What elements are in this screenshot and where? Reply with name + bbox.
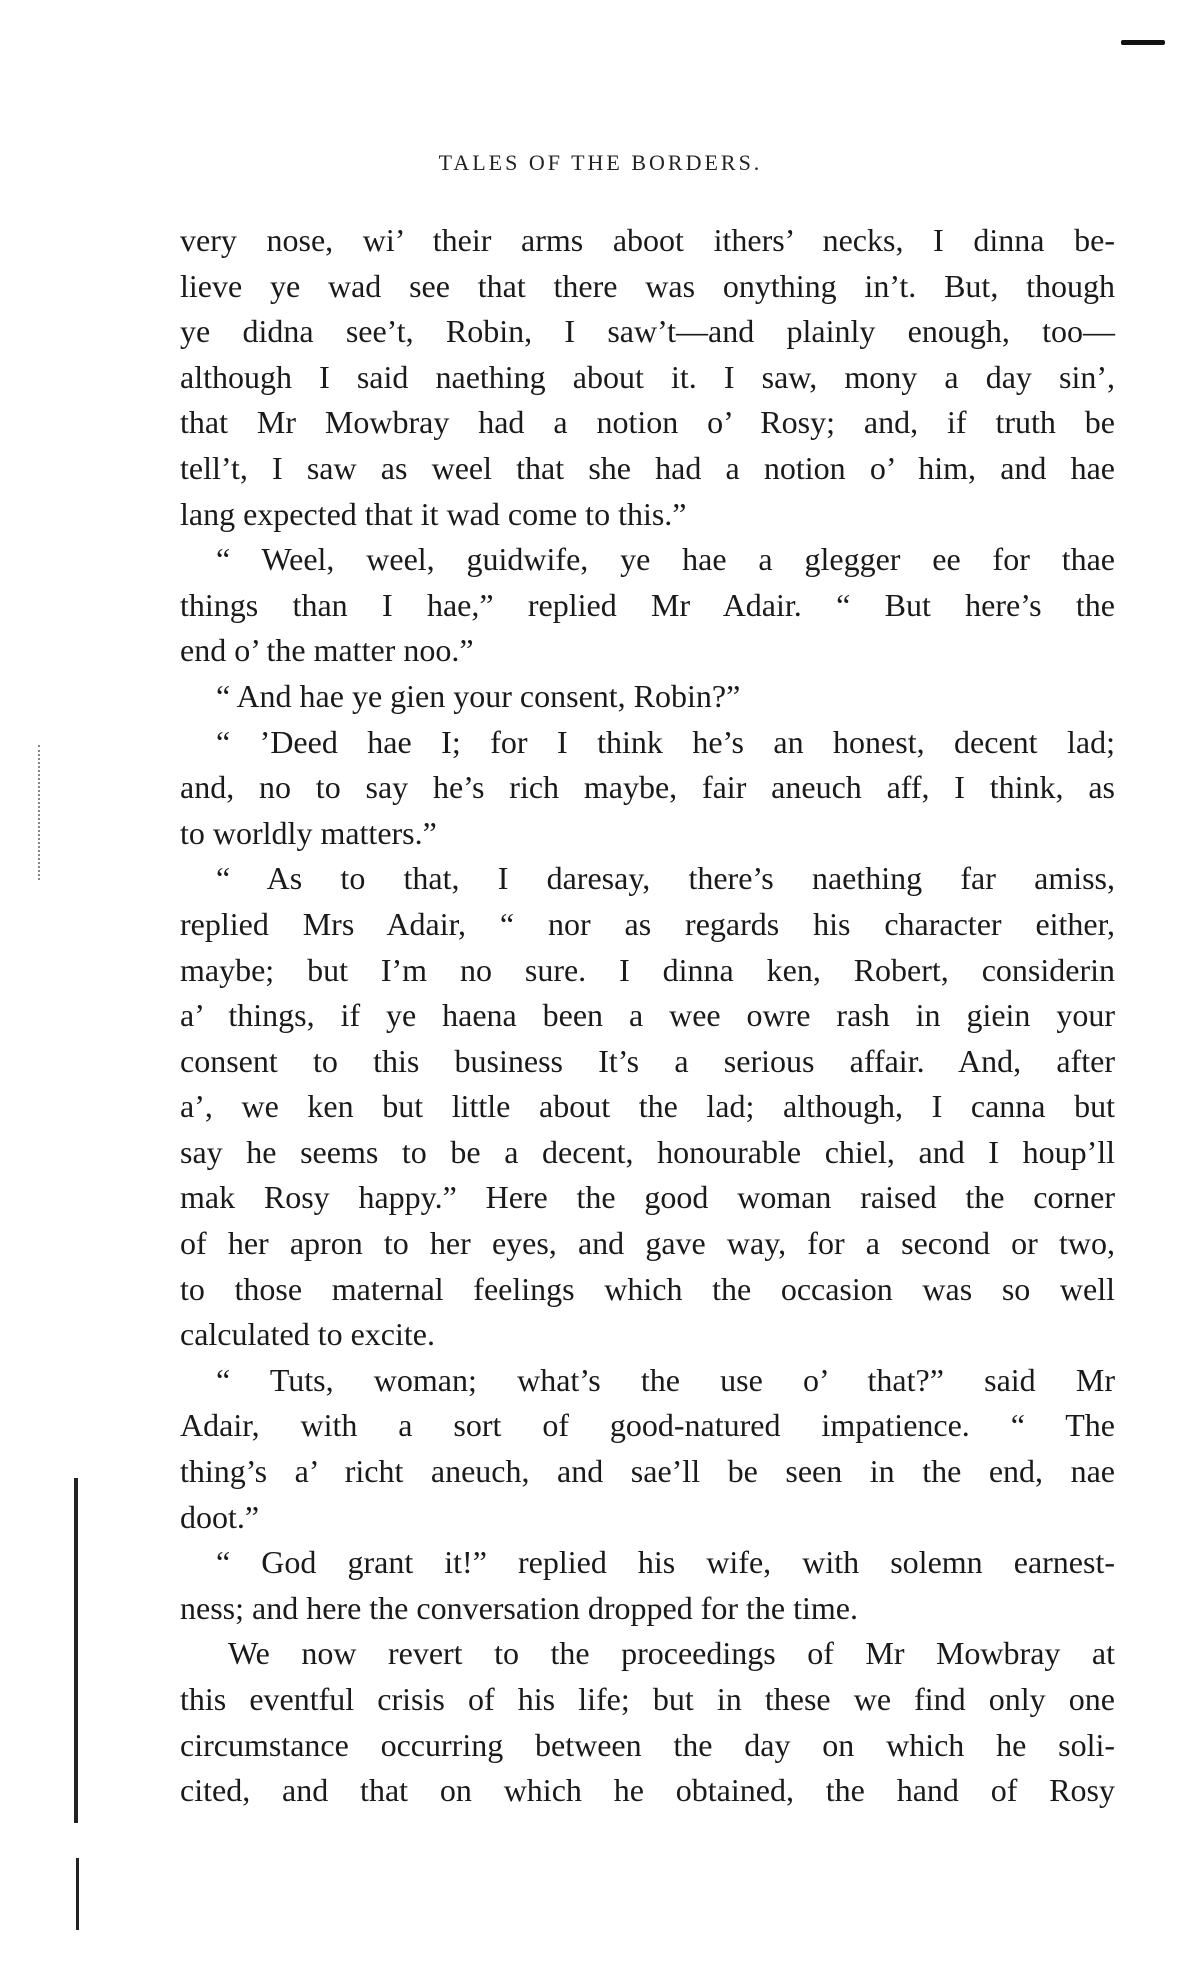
page-body xyxy=(180,218,1115,1814)
text-line: “ ’Deed hae I; for I think he’s an honest, decent lad; xyxy=(216,723,1115,760)
text-line: “ Weel, weel, guidwife, ye hae a glegger ee for thae xyxy=(216,541,1115,578)
text-line: “ God grant it!” replied his wife, with solemn earnest- xyxy=(216,1544,1115,1581)
text-line: a’, we ken but little about the lad; although, I canna but xyxy=(180,1088,1115,1125)
text-line: lieve ye wad see that there was onything in’t. But, though xyxy=(180,267,1115,304)
text-line: very nose, wi’ their arms aboot ithers’ necks, I dinna be- xyxy=(180,222,1115,258)
text-line: Adair, with a sort of good-natured impatience. “ The xyxy=(180,1407,1115,1444)
text-line: this eventful crisis of his life; but in these we find only one xyxy=(180,1681,1115,1717)
margin-dotted-rule xyxy=(38,745,40,880)
text-line: calculated to excite. xyxy=(180,1316,435,1353)
text-line: “ As to that, I daresay, there’s naething far amiss, xyxy=(216,860,1115,897)
text-line: say he seems to be a decent, honourable chiel, and I houp’ll xyxy=(180,1133,1115,1170)
running-head: TALES OF THE BORDERS. xyxy=(438,150,763,175)
text-line: to those maternal feelings which the occasion was so well xyxy=(180,1270,1115,1307)
text-line: end o’ the matter noo.” xyxy=(180,632,474,669)
text-line: and, no to say he’s rich maybe, fair aneuch aff, I think, as xyxy=(180,769,1115,806)
text-line: that Mr Mowbray had a notion o’ Rosy; and, if truth be xyxy=(180,404,1115,441)
text-line: a’ things, if ye haena been a wee owre rash in giein your xyxy=(180,997,1115,1034)
text-line: although I said naething about it. I saw, mony a day sin’, xyxy=(180,358,1115,395)
text-line: doot.” xyxy=(180,1498,260,1535)
text-line: cited, and that on which he obtained, the hand of Rosy xyxy=(180,1772,1115,1809)
margin-rule-lower xyxy=(76,1858,79,1930)
text-line: tell’t, I saw as weel that she had a notion o’ him, and hae xyxy=(180,449,1115,486)
text-line: ness; and here the conversation dropped for the time. xyxy=(180,1589,858,1626)
text-line: lang expected that it wad come to this.” xyxy=(180,495,687,532)
margin-rule-upper xyxy=(74,1478,78,1823)
text-line: “ Tuts, woman; what’s the use o’ that?” said Mr xyxy=(216,1361,1115,1398)
text-line: ye didna see’t, Robin, I saw’t—and plainly enough, too— xyxy=(180,313,1115,350)
text-line: of her apron to her eyes, and gave way, for a second or two, xyxy=(180,1225,1115,1262)
corner-mark xyxy=(1121,40,1165,45)
text-line: “ And hae ye gien your consent, Robin?” xyxy=(216,677,741,714)
text-line: mak Rosy happy.” Here the good woman raised the corner xyxy=(180,1179,1115,1216)
text-line: replied Mrs Adair, “ nor as regards his character either, xyxy=(180,905,1115,942)
text-line: to worldly matters.” xyxy=(180,814,437,851)
text-line: We now revert to the proceedings of Mr Mowbray at xyxy=(228,1635,1115,1672)
text-line: thing’s a’ richt aneuch, and sae’ll be seen in the end, nae xyxy=(180,1453,1115,1490)
text-line: things than I hae,” replied Mr Adair. “ But here’s the xyxy=(180,586,1115,623)
text-line: consent to this business It’s a serious affair. And, after xyxy=(180,1042,1115,1079)
text-line: circumstance occurring between the day on which he soli- xyxy=(180,1726,1115,1763)
text-line: maybe; but I’m no sure. I dinna ken, Robert, considerin xyxy=(180,951,1115,988)
